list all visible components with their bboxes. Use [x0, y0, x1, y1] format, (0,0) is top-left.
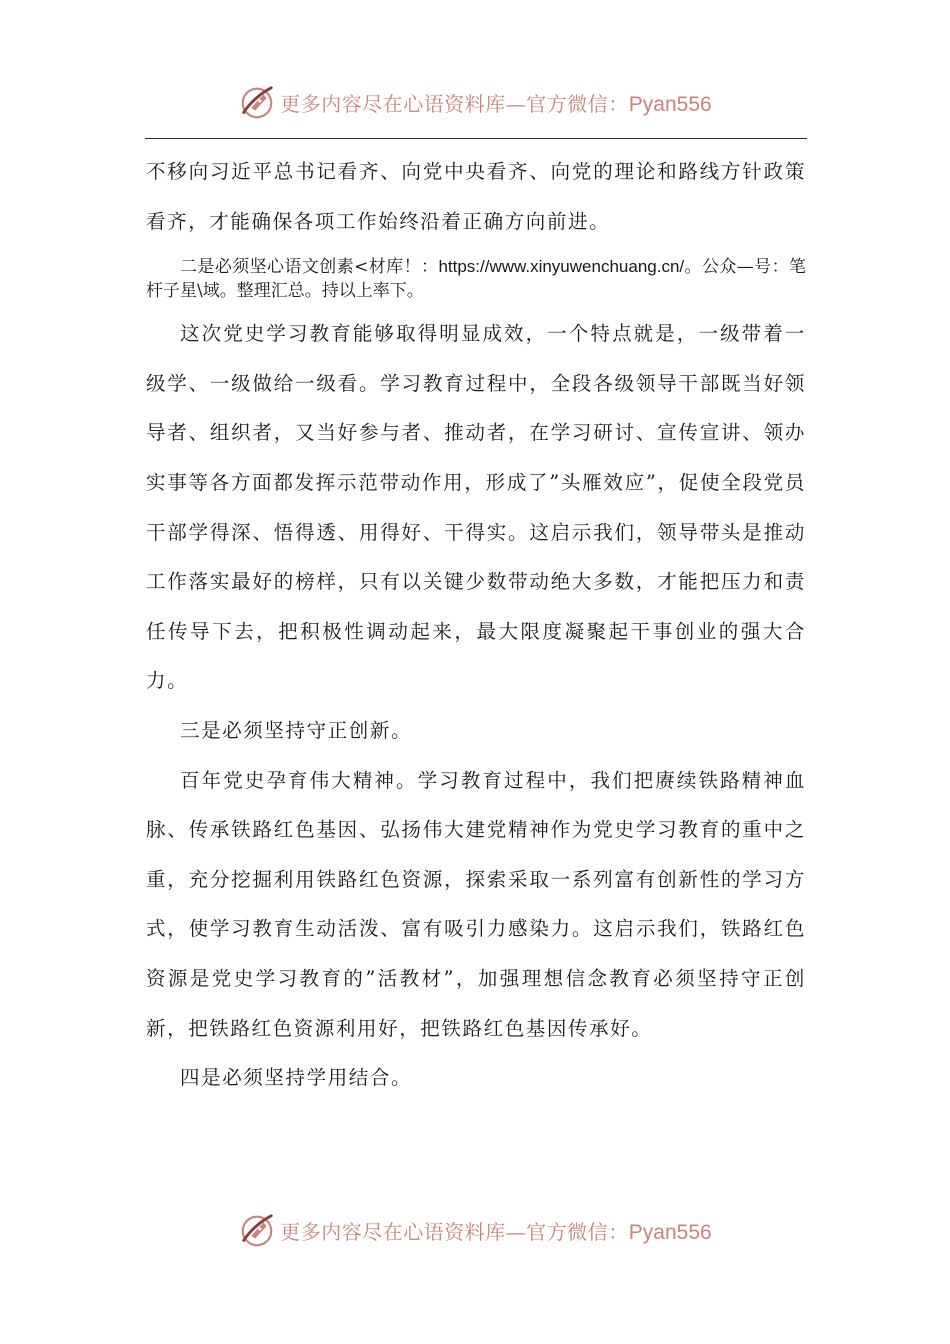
paragraph-2: 这次党史学习教育能够取得明显成效，一个特点就是，一级带着一级学、一级做给一级看。学习教育过程中，全段各级领导干部既当好领导者、组织者，又当好参与者、推动者，在学习研讨、宣传宣讲、领办实事等各方面都发挥示范带动作用，形成了”头雁效应”，促使全段党员干部学得深、悟得透、用得好、干得实。这启示我们，领导带头是推动工作落实最好的榜样，只有以关键少数带动绝大多数，才能把压力和责任传导下去，把积极性调动起来，最大限度凝聚起干事创业的强大合力。 [146, 322, 806, 693]
footer-wechat-id: Pyan556 [628, 1220, 712, 1244]
document-body [146, 147, 806, 1103]
section-heading-3: 三是必须坚持守正创新。 [180, 718, 413, 742]
header-divider [145, 138, 807, 139]
header-banner-label: 更多内容尽在心语资料库—官方微信： [280, 91, 629, 116]
footer-banner-label: 更多内容尽在心语资料库—官方微信： [280, 1219, 629, 1244]
footer-banner [0, 1208, 950, 1252]
source-note-url[interactable]: https://www.xinyuwenchuang.cn/ [438, 257, 685, 277]
section-heading-4: 四是必须坚持学用结合。 [180, 1066, 413, 1090]
footer-banner-text [280, 1216, 711, 1245]
pen-nib-circle-icon [238, 83, 276, 121]
source-note-suffix: 。公众—号：笔杆子星\域。整理汇总。持以上率下。 [146, 257, 807, 302]
header-banner [0, 80, 950, 124]
header-wechat-id: Pyan556 [628, 92, 712, 116]
header-banner-text [280, 88, 711, 117]
paragraph-1: 不移向习近平总书记看齐、向党中央看齐、向党的理论和路线方针政策看齐，才能确保各项工作始终沿着正确方向前进。 [146, 160, 806, 233]
source-note [146, 255, 806, 303]
paragraph-3: 百年党史孕育伟大精神。学习教育过程中，我们把赓续铁路精神血脉、传承铁路红色基因、弘扬伟大建党精神作为党史学习教育的重中之重，充分挖掘利用铁路红色资源，探索采取一系列富有创新性的学习方式，使学习教育生动活泼、富有吸引力感染力。这启示我们，铁路红色资源是党史学习教育的”活教材”，加强理想信念教育必须坚持守正创新，把铁路红色资源利用好，把铁路红色基因传承好。 [146, 768, 806, 1040]
pen-nib-circle-icon [238, 1211, 276, 1249]
source-note-prefix: 二是必须坚心语文创素<材库！： [180, 257, 439, 278]
